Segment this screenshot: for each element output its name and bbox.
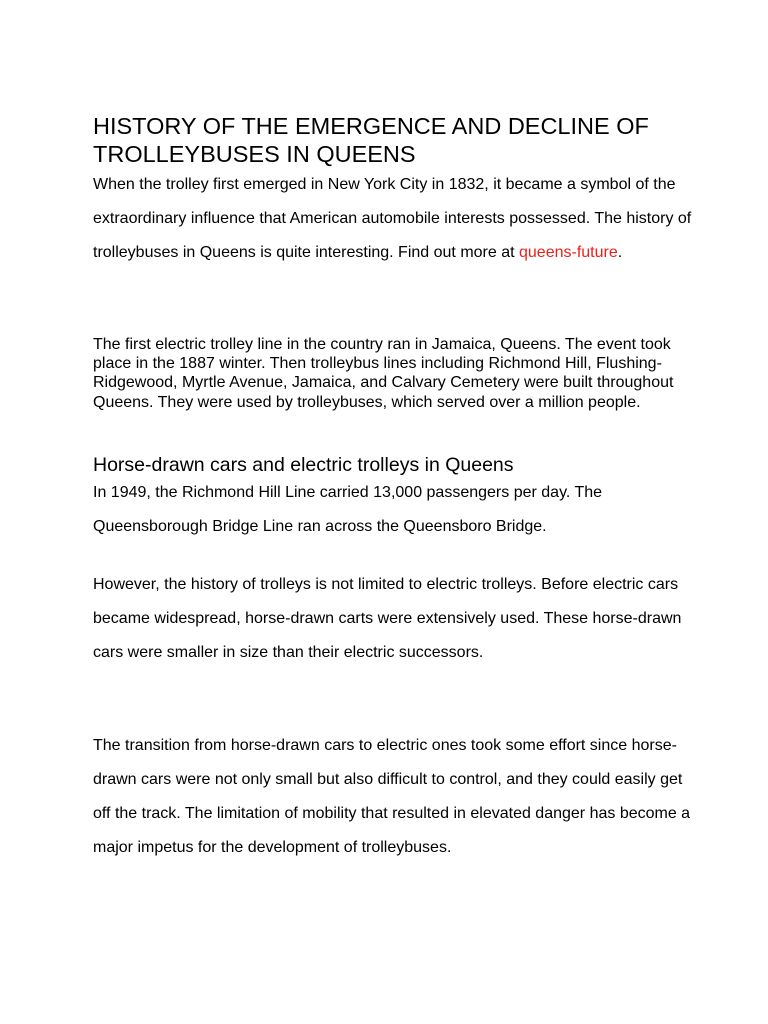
intro-period: . — [617, 244, 623, 261]
richmond-hill-paragraph: In 1949, the Richmond Hill Line carried 13,000 passengers per day. The Queensborough Bridge Line ran across the Queensboro Bridge. — [93, 484, 603, 535]
transition-paragraph: The transition from horse-drawn cars to electric ones took some effort since horse-drawn cars were not only small but also difficult to control, and they could easily get off the track. The limitation of mobility that resulted in elevated danger has become a major impetus for the development of trolleybuses. — [93, 737, 691, 856]
horse-drawn-paragraph: However, the history of trolleys is not limited to electric trolleys. Before electric cars became widespread, horse-drawn carts were extensively used. These horse-drawn cars were smaller in size than their electric successors. — [93, 576, 682, 661]
intro-text: When the trolley first emerged in New York City in 1832, it became a symbol of the extraordinary influence that American automobile interests possessed. The history of trolleybuses in Queens is quite interesting. Find out more at — [93, 176, 692, 261]
first-trolley-paragraph: The first electric trolley line in the country ran in Jamaica, Queens. The event took place in the 1887 winter. Then trolleybus lines including Richmond Hill, Flushing-Ridgewood, Myrtle Avenue, Jamaica, and Calvary Cemetery were built throughout Queens. They were used by trolleybuses, which served over a million people. — [93, 336, 674, 411]
intro-paragraph — [93, 168, 693, 270]
queens-future-link[interactable]: queens-future — [519, 244, 618, 261]
section-heading: Horse-drawn cars and electric trolleys in Queens — [93, 454, 514, 476]
page-title: HISTORY OF THE EMERGENCE AND DECLINE OF TROLLEYBUSES IN QUEENS — [93, 113, 649, 167]
